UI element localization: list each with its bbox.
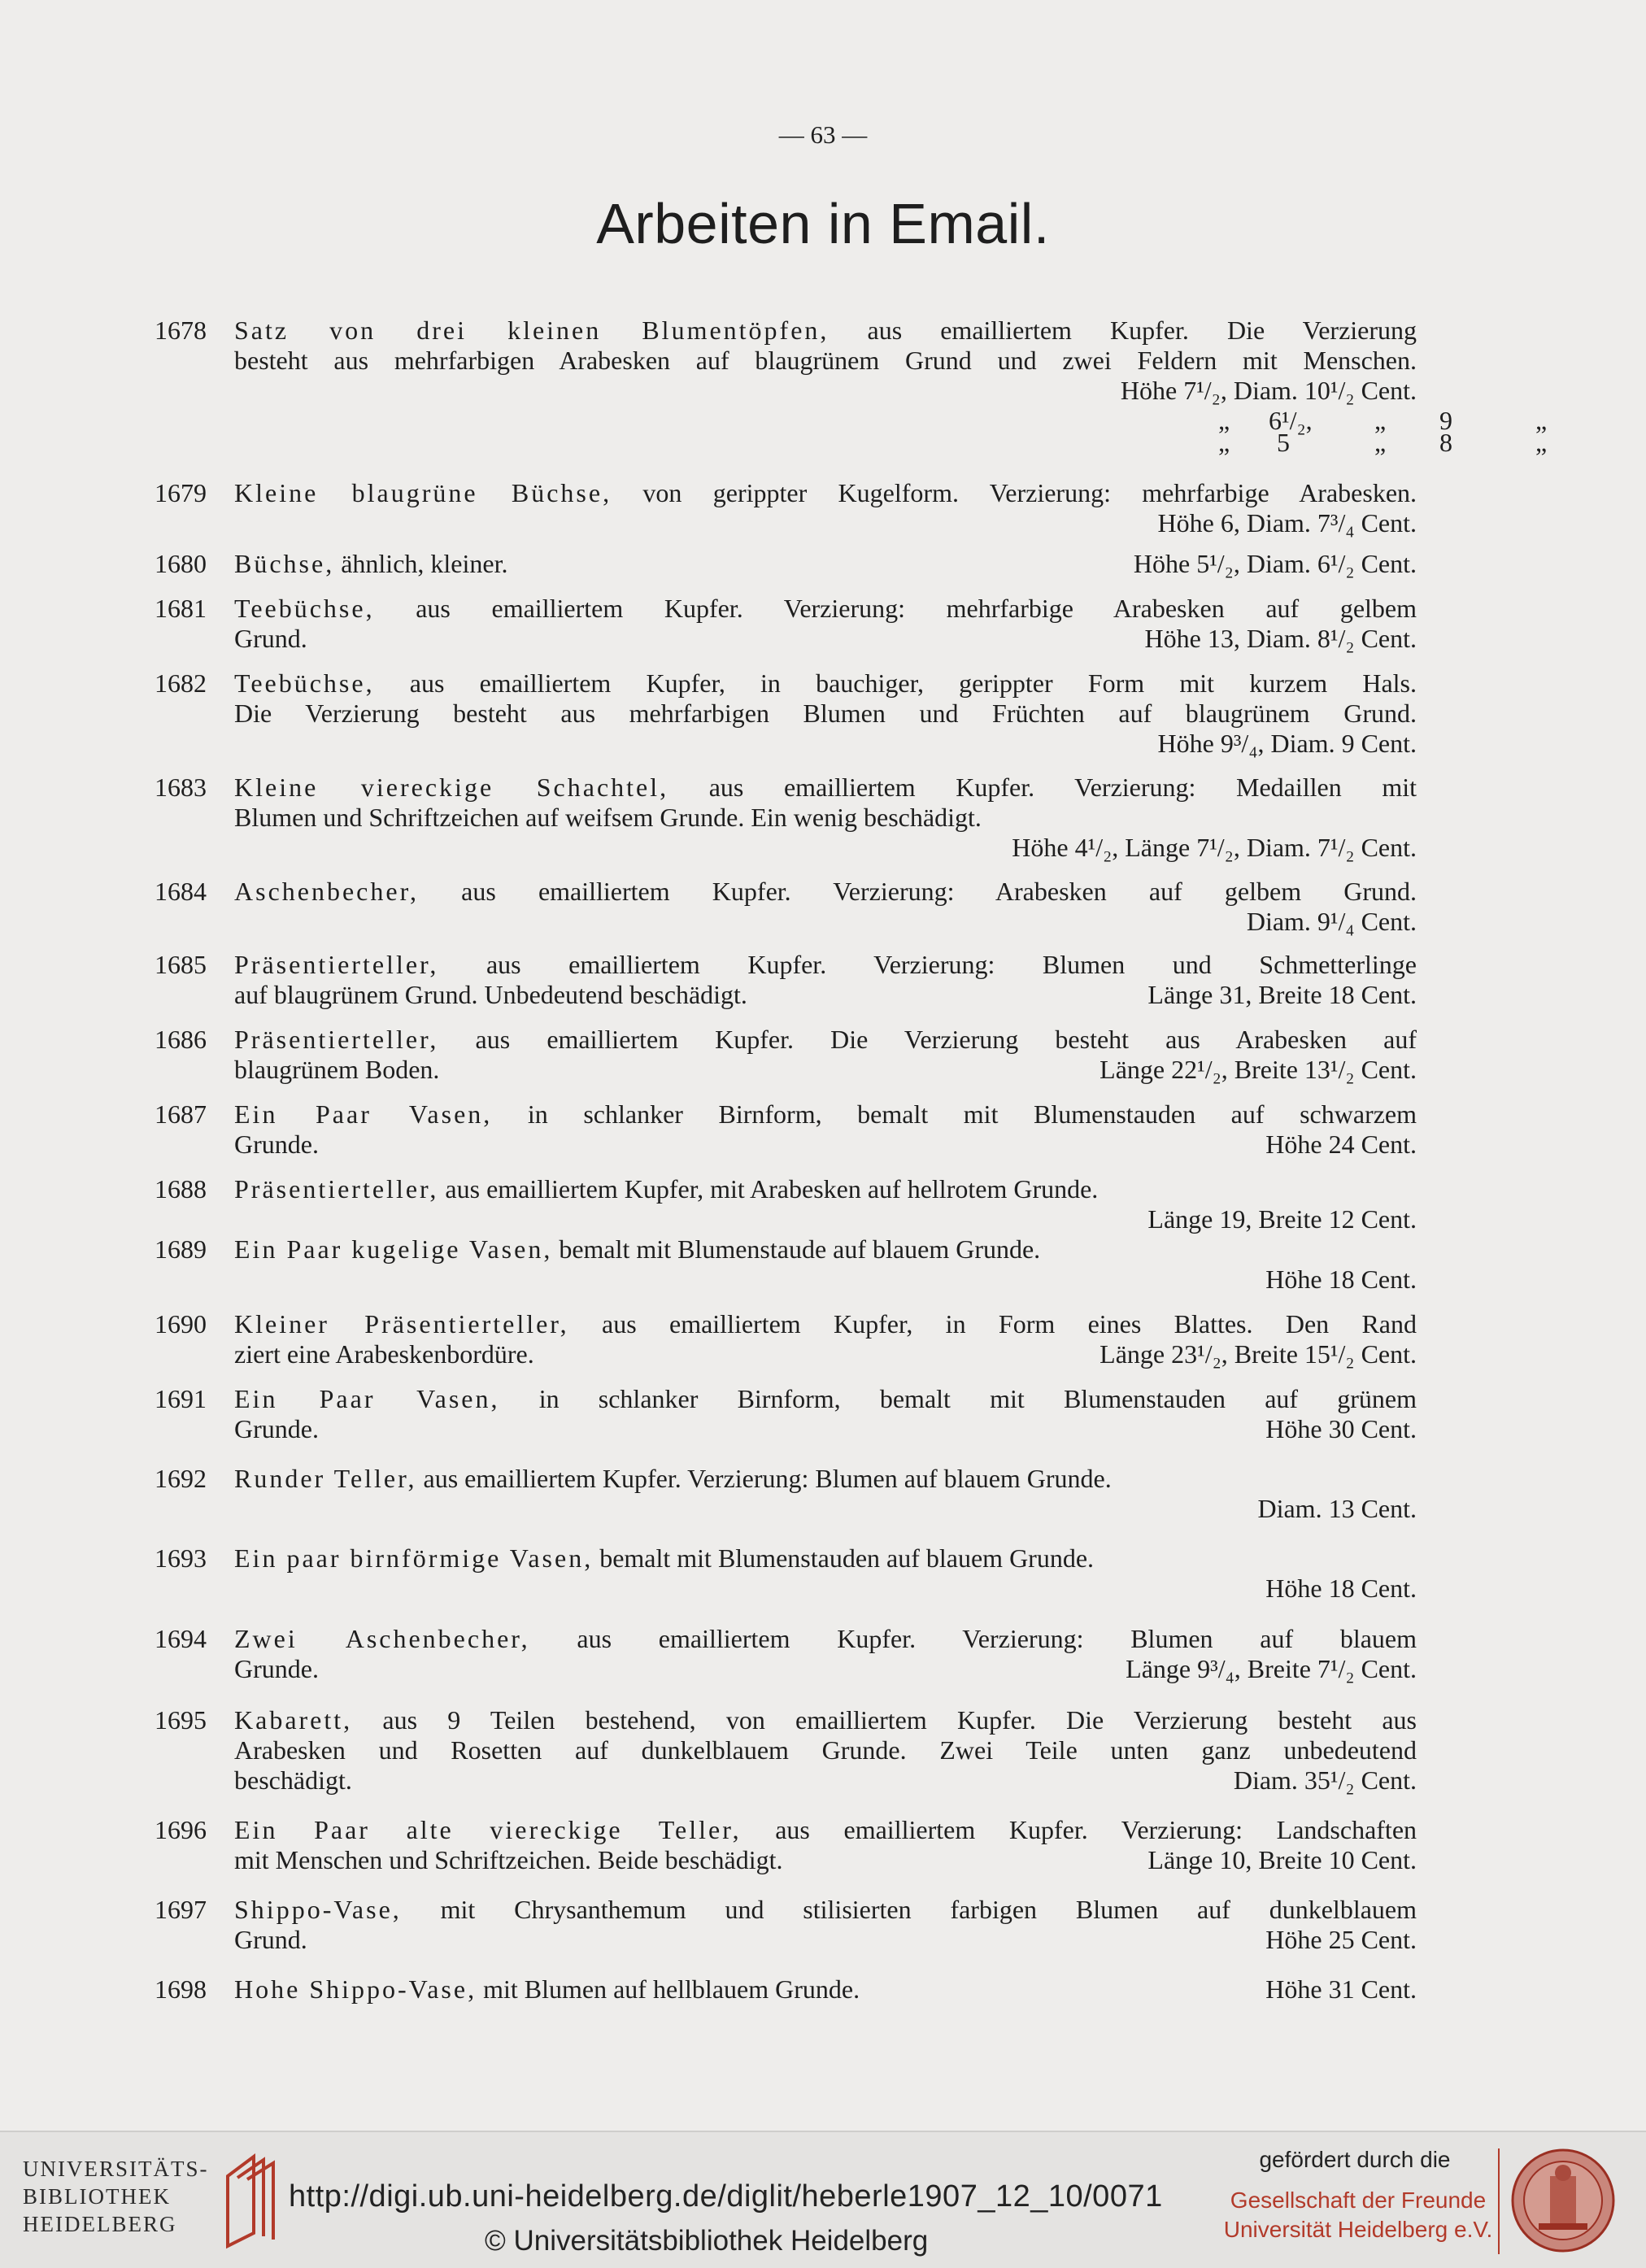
entry-text: Grunde. — [234, 1414, 319, 1443]
entry-line — [234, 668, 1417, 699]
entry-measure: Länge 31, Breite 18 Cent. — [1147, 980, 1417, 1009]
entry-name: Aschenbecher, — [234, 877, 419, 906]
entry-text: beschädigt. — [234, 1765, 352, 1795]
entry-name: Zwei Aschenbecher, — [234, 1624, 530, 1653]
digitization-footer — [0, 2131, 1646, 2268]
entry-line — [234, 1174, 1417, 1204]
entry-text: blaugrünem Boden. — [234, 1055, 440, 1084]
entry-line — [234, 1845, 1417, 1875]
entry-measure: Länge 23¹/₂, Breite 15¹/₂ Cent. — [1100, 1339, 1417, 1369]
entry-text: aus emailliertem Kupfer. Verzierung: mehrfarbige Arabesken auf gelbem — [416, 594, 1417, 623]
entry-measure: Höhe 9³/₄, Diam. 9 Cent. — [1157, 729, 1417, 758]
ditto-mark: „ — [1218, 406, 1230, 435]
entry-name: Kleiner Präsentierteller, — [234, 1309, 569, 1339]
entry-measure: Höhe 4¹/₂, Länge 7¹/₂, Diam. 7¹/₂ Cent. — [1012, 833, 1417, 862]
entry-line — [234, 1654, 1417, 1684]
entry-line — [234, 1055, 1417, 1085]
entry-measure: Höhe 6, Diam. 7³/₄ Cent. — [1157, 508, 1417, 538]
page-number: — 63 — — [778, 120, 868, 149]
entry-line — [234, 1705, 1417, 1735]
entry-line — [234, 549, 1417, 579]
entry-number: 1686 — [155, 1025, 207, 1054]
entry-name: Kleine blaugrüne Büchse, — [234, 478, 612, 507]
entry-text: Grund. — [234, 624, 307, 653]
ditto-mark: „ — [1218, 428, 1230, 457]
library-name-line: HEIDELBERG — [23, 2212, 177, 2236]
entry-measure: Länge 22¹/₂, Breite 13¹/₂ Cent. — [1100, 1055, 1417, 1084]
entry-name: Kleine viereckige Schachtel, — [234, 773, 669, 802]
entry-name: Kabarett, — [234, 1705, 353, 1735]
entry-number: 1694 — [155, 1624, 207, 1653]
entry-text: mit Menschen und Schriftzeichen. Beide beschädigt. — [234, 1845, 783, 1874]
catalog-entry-1695 — [155, 1705, 1417, 1796]
entry-line: Arabesken und Rosetten auf dunkelblauem Grunde. Zwei Teile unten ganz unbedeutend — [234, 1735, 1417, 1765]
entry-number: 1690 — [155, 1309, 207, 1339]
copyright-notice: © Universitätsbibliothek Heidelberg — [485, 2225, 929, 2257]
page-title: Arbeiten in Email. — [596, 192, 1050, 255]
entry-number: 1678 — [155, 316, 207, 345]
catalog-entry-1698 — [155, 1974, 1417, 2005]
entry-measure: Höhe 13, Diam. 8¹/₂ Cent. — [1144, 624, 1417, 653]
library-logo-icon — [221, 2152, 280, 2249]
entry-name: Ein Paar alte viereckige Teller, — [234, 1815, 742, 1844]
entry-line — [234, 1895, 1417, 1925]
entry-number: 1687 — [155, 1099, 207, 1129]
entry-name: Teebüchse, — [234, 594, 375, 623]
entry-text: bemalt mit Blumenstauden auf blauem Grunde. — [599, 1543, 1095, 1573]
sponsor-name: Universität Heidelberg e.V. — [1223, 2217, 1493, 2242]
entry-line — [234, 980, 1417, 1010]
entry-measure: Höhe 7¹/₂, Diam. 10¹/₂ Cent. — [1120, 376, 1417, 405]
catalog-entry-1688 — [155, 1174, 1417, 1234]
entry-text: aus emailliertem Kupfer. Verzierung: Blumen auf blauem — [577, 1624, 1417, 1653]
entry-text: bemalt mit Blumenstaude auf blauem Grunde. — [559, 1234, 1041, 1264]
entry-name: Hohe Shippo-Vase, — [234, 1974, 477, 2004]
size-value: 9 — [1439, 406, 1452, 435]
size-row — [234, 428, 1548, 458]
catalog-entry-1678 — [155, 316, 1548, 458]
entry-number: 1688 — [155, 1174, 207, 1204]
entry-line — [234, 1384, 1417, 1414]
catalog-entry-1680 — [155, 549, 1417, 579]
sponsor-name: Gesellschaft der Freunde — [1230, 2187, 1487, 2213]
catalog-entry-1693 — [155, 1543, 1417, 1604]
entry-line — [234, 1624, 1417, 1654]
library-name-line: UNIVERSITÄTS- — [23, 2157, 209, 2181]
entry-line — [234, 478, 1417, 508]
entry-measure: Höhe 18 Cent. — [1265, 1265, 1417, 1294]
ditto-mark: „ — [1374, 406, 1387, 435]
entry-line — [234, 1543, 1417, 1574]
entry-number: 1679 — [155, 478, 207, 507]
entry-number: 1689 — [155, 1234, 207, 1264]
entry-text: aus emailliertem Kupfer. Verzierung: Blumen auf blauem Grunde. — [423, 1464, 1112, 1493]
entry-name: Präsentierteller, — [234, 950, 439, 979]
entry-number: 1691 — [155, 1384, 207, 1413]
entry-measure: Höhe 18 Cent. — [1265, 1574, 1417, 1603]
entry-name: Ein Paar Vasen, — [234, 1099, 493, 1129]
entry-name: Runder Teller, — [234, 1464, 417, 1493]
entry-name: Präsentierteller, — [234, 1174, 439, 1204]
footer-divider — [1498, 2148, 1500, 2254]
catalog-entry-1691 — [155, 1384, 1417, 1444]
entry-measure: Diam. 13 Cent. — [1257, 1494, 1417, 1523]
catalog-entry-1683 — [155, 773, 1417, 863]
entry-line — [234, 1815, 1417, 1845]
university-seal-icon — [1509, 2147, 1617, 2254]
ditto-mark: „ — [1535, 406, 1548, 435]
entry-measure: Höhe 5¹/₂, Diam. 6¹/₂ Cent. — [1133, 549, 1417, 578]
entry-line — [234, 1130, 1417, 1160]
entry-number: 1696 — [155, 1815, 207, 1844]
entry-number: 1698 — [155, 1974, 207, 2004]
entry-text: ziert eine Arabeskenbordüre. — [234, 1339, 534, 1369]
entry-text: aus emailliertem Kupfer. Die Verzierung besteht aus Arabesken auf — [475, 1025, 1417, 1054]
entry-line — [234, 950, 1417, 980]
entry-text: aus emailliertem Kupfer. Die Verzierung — [867, 316, 1417, 345]
entry-text: ähnlich, kleiner. — [341, 549, 508, 578]
entry-line — [234, 1025, 1417, 1055]
entry-line: besteht aus mehrfarbigen Arabesken auf blaugrünem Grund und zwei Feldern mit Menschen. — [234, 346, 1417, 375]
entry-name: Präsentierteller, — [234, 1025, 439, 1054]
entry-measure: Diam. 9¹/₄ Cent. — [1246, 907, 1417, 936]
entry-text: Grund. — [234, 1925, 307, 1954]
entry-line — [234, 1765, 1417, 1796]
entry-measure: Länge 9³/₄, Breite 7¹/₂ Cent. — [1126, 1654, 1417, 1683]
catalog-entry-1690 — [155, 1309, 1417, 1369]
entry-line — [234, 316, 1417, 346]
entry-text: aus emailliertem Kupfer. Verzierung: Arabesken auf gelbem Grund. — [461, 877, 1417, 906]
entry-number: 1695 — [155, 1705, 207, 1735]
entry-number: 1680 — [155, 549, 207, 578]
entry-text: Grunde. — [234, 1130, 319, 1159]
entry-name: Teebüchse, — [234, 668, 375, 698]
catalog-entry-1697 — [155, 1895, 1417, 1955]
entry-number: 1683 — [155, 773, 207, 802]
entry-number: 1681 — [155, 594, 207, 623]
permalink-url[interactable]: http://digi.ub.uni-heidelberg.de/diglit/heberle1907_12_10/0071 — [289, 2179, 1163, 2214]
library-name — [23, 2155, 209, 2238]
entry-name: Ein Paar kugelige Vasen, — [234, 1234, 553, 1264]
entry-text: mit Chrysanthemum und stilisierten farbigen Blumen auf dunkelblauem — [440, 1895, 1417, 1924]
entry-line — [234, 1974, 1417, 2005]
entry-line — [234, 1925, 1417, 1955]
entry-line — [234, 877, 1417, 907]
catalog-entry-1694 — [155, 1624, 1417, 1684]
entry-number: 1697 — [155, 1895, 207, 1924]
entry-text: aus 9 Teilen bestehend, von emailliertem Kupfer. Die Verzierung besteht aus — [382, 1705, 1417, 1735]
entry-text: aus emailliertem Kupfer. Verzierung: Medaillen mit — [708, 773, 1417, 802]
entry-number: 1684 — [155, 877, 207, 906]
size-value: 5 — [1277, 428, 1290, 457]
entry-text: aus emailliertem Kupfer, mit Arabesken auf hellrotem Grunde. — [445, 1174, 1099, 1204]
size-value: 8 — [1439, 428, 1452, 457]
entry-line — [234, 1339, 1417, 1369]
library-name-line: BIBLIOTHEK — [23, 2184, 171, 2209]
entry-number: 1685 — [155, 950, 207, 979]
catalog-entry-1682 — [155, 668, 1417, 759]
entry-text: aus emailliertem Kupfer. Verzierung: Landschaften — [775, 1815, 1417, 1844]
entry-name: Satz von drei kleinen Blumentöpfen, — [234, 316, 830, 345]
entry-name: Ein paar birnförmige Vasen, — [234, 1543, 594, 1573]
entry-number: 1692 — [155, 1464, 207, 1493]
entry-text: in schlanker Birnform, bemalt mit Blumenstauden auf grünem — [538, 1384, 1417, 1413]
ditto-mark: „ — [1535, 428, 1548, 457]
entry-line — [234, 1309, 1417, 1339]
catalog-entry-1692 — [155, 1464, 1417, 1524]
catalog-entry-1696 — [155, 1815, 1417, 1875]
ditto-mark: „ — [1374, 428, 1387, 457]
entry-line — [234, 773, 1417, 803]
entry-measure: Höhe 25 Cent. — [1265, 1925, 1417, 1954]
catalog-entry-1687 — [155, 1099, 1417, 1160]
entry-text: mit Blumen auf hellblauem Grunde. — [483, 1974, 860, 2004]
entry-measure: Höhe 24 Cent. — [1265, 1130, 1417, 1159]
size-value: 6¹/₂, — [1269, 406, 1313, 435]
entry-text: aus emailliertem Kupfer. Verzierung: Blumen und Schmetterlinge — [486, 950, 1417, 979]
entry-line — [234, 1464, 1417, 1494]
entry-text: von gerippter Kugelform. Verzierung: mehrfarbige Arabesken. — [642, 478, 1417, 507]
catalog-entry-1689 — [155, 1234, 1417, 1295]
entry-name: Shippo-Vase, — [234, 1895, 402, 1924]
sponsor-label: gefördert durch die — [1259, 2147, 1451, 2172]
entry-text: Grunde. — [234, 1654, 319, 1683]
entry-line: Blumen und Schriftzeichen auf weifsem Grunde. Ein wenig beschädigt. — [234, 803, 982, 832]
entry-line — [234, 1414, 1417, 1444]
entry-measure: Höhe 31 Cent. — [1265, 1974, 1417, 2004]
entry-number: 1693 — [155, 1543, 207, 1573]
entry-number: 1682 — [155, 668, 207, 698]
entry-line — [234, 624, 1417, 654]
catalog-entry-1684 — [155, 877, 1417, 937]
entry-name: Büchse, — [234, 549, 335, 578]
catalog-entry-1686 — [155, 1025, 1417, 1085]
entry-measure: Diam. 35¹/₂ Cent. — [1233, 1765, 1417, 1795]
catalog-entry-1685 — [155, 950, 1417, 1010]
entry-text: aus emailliertem Kupfer, in bauchiger, gerippter Form mit kurzem Hals. — [409, 668, 1417, 698]
entry-line — [234, 594, 1417, 624]
entry-name: Ein Paar Vasen, — [234, 1384, 500, 1413]
entry-measure: Länge 10, Breite 10 Cent. — [1147, 1845, 1417, 1874]
entry-text: in schlanker Birnform, bemalt mit Blumenstauden auf schwarzem — [527, 1099, 1417, 1129]
entry-line — [234, 1099, 1417, 1130]
entry-measure: Länge 19, Breite 12 Cent. — [1147, 1204, 1417, 1234]
catalog-entry-1679 — [155, 478, 1417, 538]
catalog-entry-1681 — [155, 594, 1417, 654]
entry-line: Die Verzierung besteht aus mehrfarbigen Blumen und Früchten auf blaugrünem Grund. — [234, 699, 1417, 728]
entry-text: aus emailliertem Kupfer, in Form eines Blattes. Den Rand — [602, 1309, 1417, 1339]
entry-line — [234, 1234, 1417, 1265]
entry-text: auf blaugrünem Grund. Unbedeutend beschädigt. — [234, 980, 747, 1009]
entry-measure: Höhe 30 Cent. — [1265, 1414, 1417, 1443]
